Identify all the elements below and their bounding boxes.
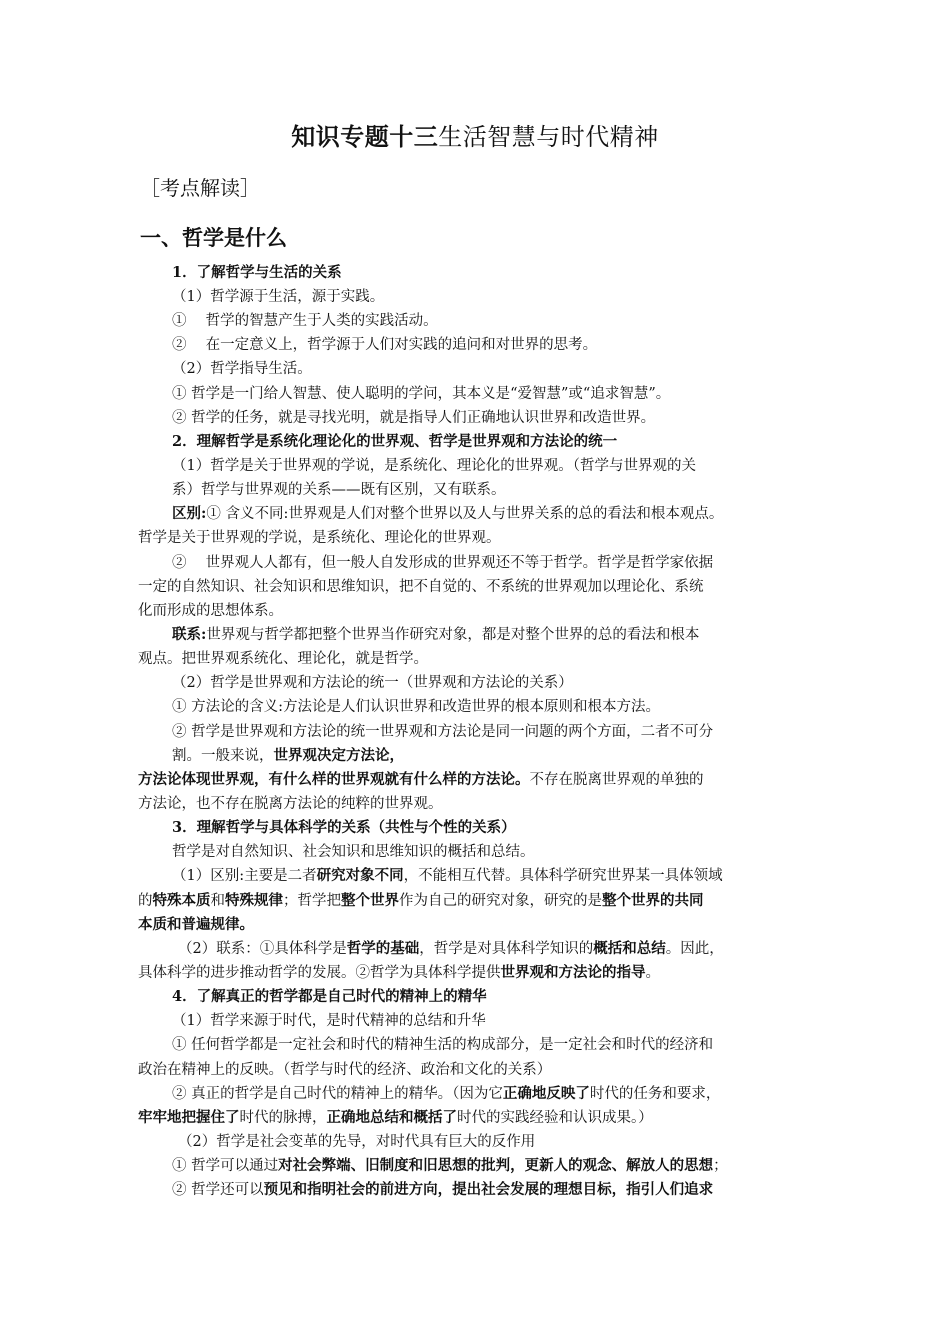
- text-line: ② 哲学的任务，就是寻找光明，就是指导人们正确地认识世界和改造世界。: [172, 410, 656, 426]
- text-line: 政治在精神上的反映。（哲学与时代的经济、政治和文化的关系）: [138, 1062, 552, 1078]
- text-line: （1）哲学是关于世界观的学说，是系统化、理论化的世界观。（哲学与世界观的关: [172, 458, 696, 474]
- text-line: （2）哲学是世界观和方法论的统一（世界观和方法论的关系）: [172, 675, 573, 691]
- section-label: ［考点解读］: [140, 176, 260, 200]
- text-line: 本质和普遍规律。: [138, 916, 254, 933]
- text-line: 方法论，也不存在脱离方法论的纯粹的世界观。: [138, 796, 443, 812]
- text-line: 一定的自然知识、社会知识和思维知识，把不自觉的、不系统的世界观加以理论化、系统: [138, 579, 704, 595]
- subheading-1: 1．了解哲学与生活的关系: [172, 264, 342, 281]
- text-line: ① 哲学的智慧产生于人类的实践活动。: [172, 313, 438, 329]
- text-line: 系）哲学与世界观的关系——既有区别，又有联系。: [172, 482, 506, 498]
- text-line: 的特殊本质和特殊规律；哲学把整个世界作为自己的研究对象，研究的是整个世界的共同: [138, 892, 704, 909]
- text-line: 具体科学的进步推动哲学的发展。②哲学为具体科学提供世界观和方法论的指导。: [138, 964, 660, 981]
- text-line: 哲学是对自然知识、社会知识和思维知识的概括和总结。: [172, 844, 535, 860]
- text-line: 割。一般来说，世界观决定方法论，: [172, 747, 404, 764]
- text-line: （2）联系：①具体科学是哲学的基础，哲学是对具体科学知识的概括和总结。因此，: [178, 940, 724, 957]
- text-line: ① 哲学可以通过对社会弊端、旧制度和旧思想的批判，更新人的观念、解放人的思想；: [172, 1157, 728, 1174]
- text-line: （2）哲学指导生活。: [172, 361, 312, 377]
- text-line: （1）哲学源于生活，源于实践。: [172, 289, 385, 305]
- text-line: 化而形成的思想体系。: [138, 603, 283, 619]
- text-line: （2）哲学是社会变革的先导，对时代具有巨大的反作用: [178, 1134, 536, 1150]
- subheading-4: 4．了解真正的哲学都是自己时代的精神上的精华: [172, 988, 487, 1005]
- subheading-2: 2．理解哲学是系统化理论化的世界观、哲学是世界观和方法论的统一: [172, 433, 618, 450]
- text-line: 哲学是关于世界观的学说，是系统化、理论化的世界观。: [138, 530, 501, 546]
- subheading-3: 3．理解哲学与具体科学的关系（共性与个性的关系）: [172, 819, 516, 836]
- text-line: ② 真正的哲学是自己时代的精神上的精华。（因为它正确地反映了时代的任务和要求，: [172, 1085, 721, 1102]
- text-line: 方法论体现世界观，有什么样的世界观就有什么样的方法论。不存在脱离世界观的单独的: [138, 771, 704, 788]
- text-line: 牢牢地把握住了时代的脉搏，正确地总结和概括了时代的实践经验和认识成果。）: [138, 1109, 653, 1126]
- document-title: 知识专题十三生活智慧与时代精神: [291, 123, 659, 151]
- text-line: （1）区别:主要是二者研究对象不同，不能相互代替。具体科学研究世界某一具体领域: [172, 867, 723, 884]
- text-line: ② 在一定意义上，哲学源于人们对实践的追问和对世界的思考。: [172, 337, 598, 353]
- text-line: ② 哲学是世界观和方法论的统一世界观和方法论是同一问题的两个方面，二者不可分: [172, 724, 714, 740]
- text-line: 区别:① 含义不同:世界观是人们对整个世界以及人与世界关系的总的看法和根本观点。: [172, 505, 724, 522]
- text-line: ② 世界观人人都有，但一般人自发形成的世界观还不等于哲学。哲学是哲学家依据: [172, 555, 714, 571]
- text-line: （1）哲学来源于时代，是时代精神的总结和升华: [172, 1013, 486, 1029]
- chapter-heading: 一、哲学是什么: [140, 226, 287, 250]
- text-line: ① 哲学是一门给人智慧、使人聪明的学问，其本义是“爱智慧”或“追求智慧”。: [172, 386, 671, 402]
- text-line: ① 方法论的含义:方法论是人们认识世界和改造世界的根本原则和根本方法。: [172, 699, 660, 715]
- text-line: 观点。把世界观系统化、理论化，就是哲学。: [138, 651, 428, 667]
- text-line: ① 任何哲学都是一定社会和时代的精神生活的构成部分，是一定社会和时代的经济和: [172, 1037, 714, 1053]
- text-line: ② 哲学还可以预见和指明社会的前进方向，提出社会发展的理想目标，指引人们追求: [172, 1181, 714, 1198]
- text-line: 联系:世界观与哲学都把整个世界当作研究对象，都是对整个世界的总的看法和根本: [172, 626, 700, 643]
